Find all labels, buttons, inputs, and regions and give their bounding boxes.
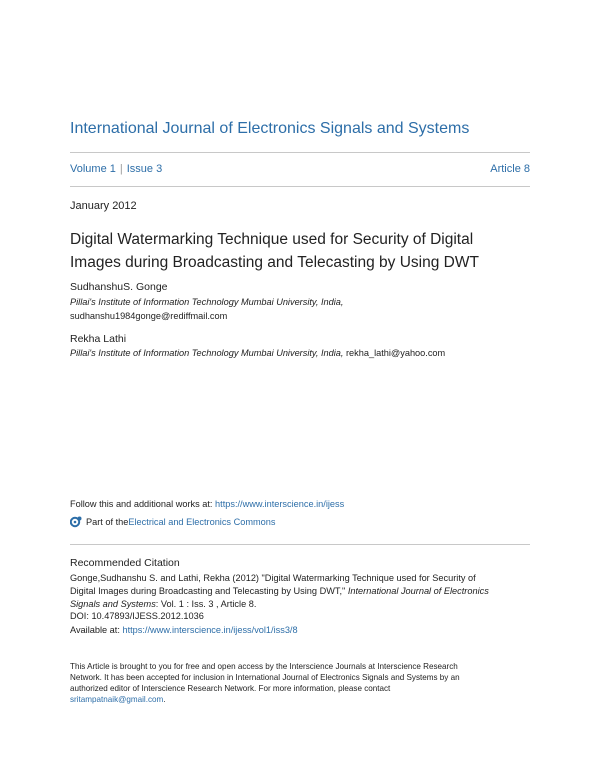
available-label: Available at:: [70, 625, 123, 635]
citation-text: [70, 572, 530, 611]
doi: DOI: 10.47893/IJESS.2012.1036: [70, 611, 204, 621]
citation-line: Gonge,Sudhanshu S. and Lathi, Rekha (2012) "Digital Watermarking Technique used for Security of: [70, 573, 476, 583]
citation-plain: : Vol. 1 : Iss. 3 , Article 8.: [155, 599, 257, 609]
citation-plain: Digital Images during Broadcasting and Telecasting by Using DWT,": [70, 586, 348, 596]
follow-line: [70, 499, 344, 509]
notice-line: Network. It has been accepted for inclusion in International Journal of Electronics Signals and Systems by an: [70, 673, 460, 682]
author-affiliation: [70, 346, 540, 360]
author-affiliation: [70, 295, 540, 323]
issue-link[interactable]: Issue 3: [126, 163, 163, 175]
citation-journal: Signals and Systems: [70, 599, 156, 609]
divider: [70, 544, 530, 545]
notice-line: authorized editor of Interscience Research Network. For more information, please contact: [70, 684, 391, 693]
author-email: rekha_lathi@yahoo.com: [343, 348, 446, 358]
paper-title-line: Images during Broadcasting and Telecasting by Using DWT: [70, 254, 479, 271]
journal-title[interactable]: International Journal of Electronics Signals and Systems: [70, 120, 470, 137]
issue-nav: [70, 163, 530, 175]
citation-journal: International Journal of Electronics: [347, 586, 489, 596]
volume-link[interactable]: Volume 1: [70, 163, 116, 175]
divider: [70, 152, 530, 153]
author-email: sudhanshu1984gonge@rediffmail.com: [70, 311, 228, 321]
available-at: [70, 625, 298, 635]
paper-title-line: Digital Watermarking Technique used for Security of Digital: [70, 231, 474, 248]
citation-line: [70, 598, 530, 611]
commons-link[interactable]: Electrical and Electronics Commons: [128, 517, 276, 527]
citation-line: [70, 585, 530, 598]
notice-end: .: [163, 695, 166, 704]
contact-email-link[interactable]: sritampatnaik@gmail.com: [70, 695, 164, 704]
article-link[interactable]: Article 8: [490, 163, 530, 175]
article-url-link[interactable]: https://www.interscience.in/ijess/vol1/iss3/8: [122, 625, 298, 635]
follow-text: Follow this and additional works at:: [70, 499, 216, 509]
notice-line: This Article is brought to you for free and open access by the Interscience Journals at Interscience Research: [70, 662, 458, 671]
access-notice: [70, 661, 535, 705]
follow-link[interactable]: https://www.interscience.in/ijess: [215, 499, 345, 509]
affiliation-text: Pillai's Institute of Information Technology Mumbai University, India,: [70, 297, 344, 307]
network-icon: [70, 516, 82, 528]
notice-line: [70, 694, 535, 705]
recommended-citation-heading: Recommended Citation: [70, 557, 180, 569]
affiliation-text: Pillai's Institute of Information Technology Mumbai University, India,: [70, 348, 344, 358]
author-name: SudhanshuS. Gonge: [70, 281, 168, 293]
separator: |: [119, 163, 123, 175]
author-name: Rekha Lathi: [70, 333, 127, 345]
divider: [70, 186, 530, 187]
part-of-line: [70, 516, 275, 528]
part-of-text: Part of the: [86, 517, 129, 527]
paper-title: [70, 228, 540, 274]
publication-date: January 2012: [70, 200, 137, 212]
